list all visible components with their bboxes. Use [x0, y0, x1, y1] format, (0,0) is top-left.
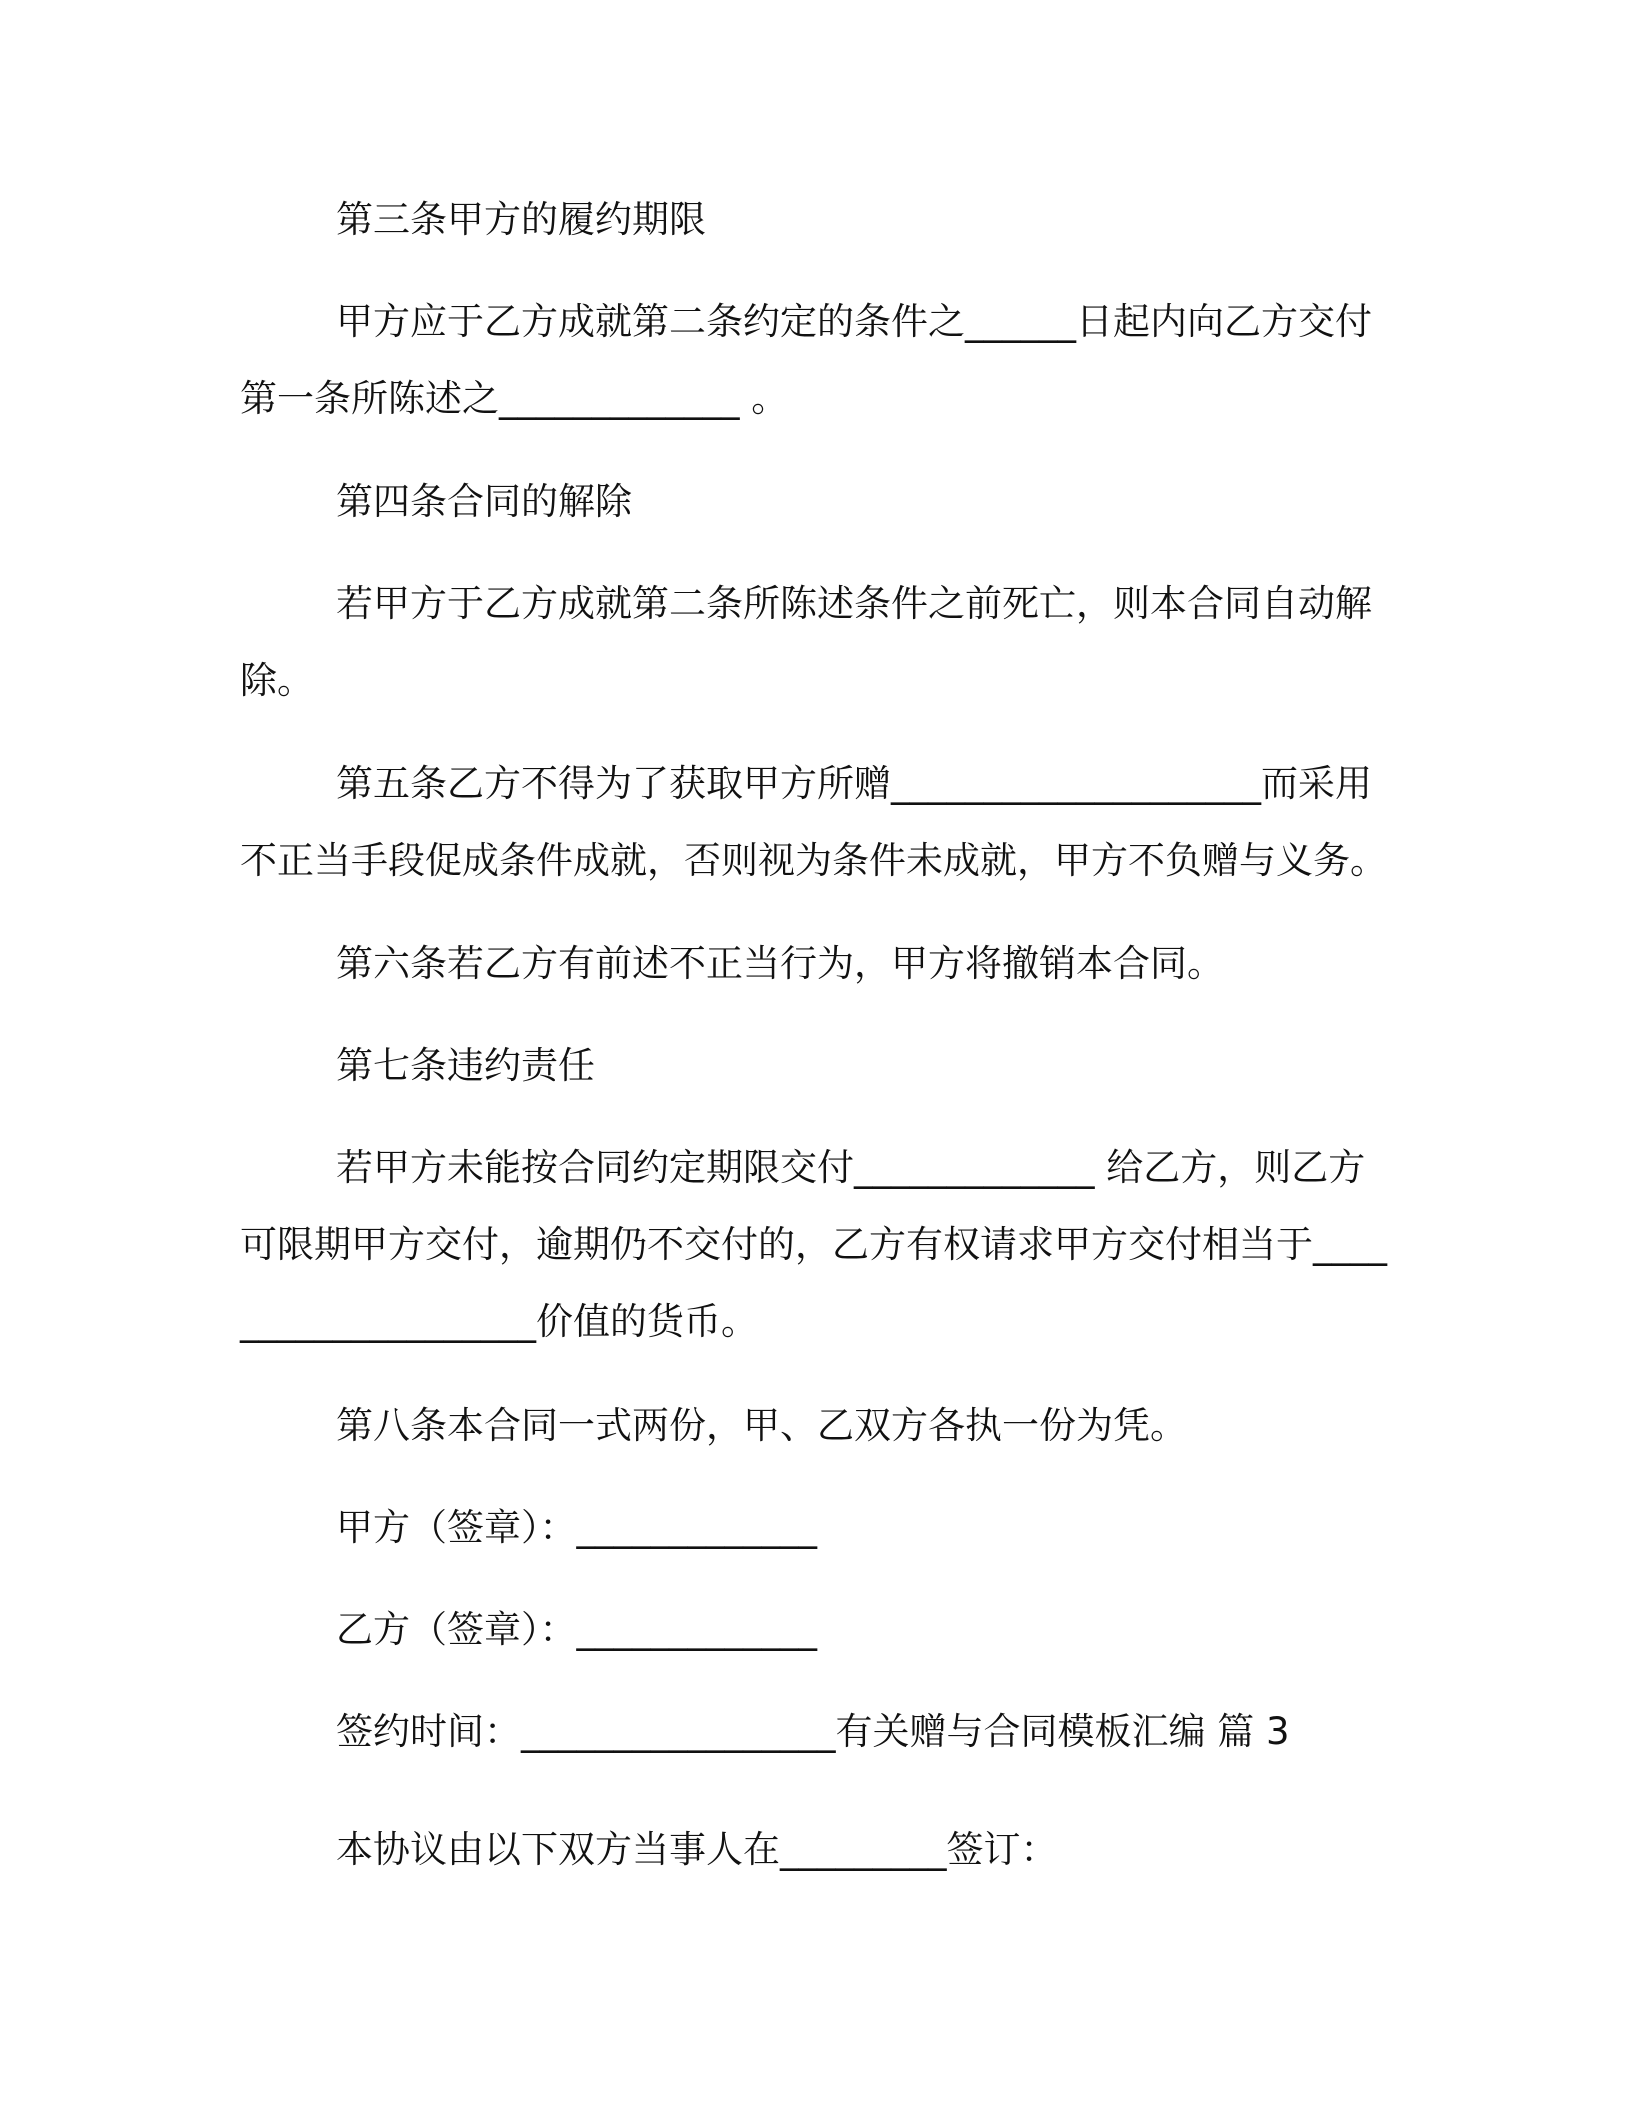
article-3-heading: 第三条甲方的履约期限: [336, 198, 706, 241]
agreement-intro: 本协议由以下双方当事人在_________签订：: [336, 1828, 1058, 1871]
article-6-body: 第六条若乙方有前述不正当行为，甲方将撤销本合同。: [336, 942, 1224, 985]
article-4-body: 若甲方于乙方成就第二条所陈述条件之前死亡，则本合同自动解除。: [240, 582, 1372, 702]
article-4-heading: 第四条合同的解除: [336, 480, 632, 523]
signing-date: 签约时间：_________________有关赠与合同模板汇编 篇 3: [336, 1710, 1290, 1753]
article-7-heading: 第七条违约责任: [336, 1044, 595, 1087]
article-5-body: 第五条乙方不得为了获取甲方所赠____________________而采用不正当手段促成条件成就，否则视为条件未成就，甲方不负赠与义务。: [240, 762, 1387, 882]
party-b-signature: 乙方（签章）：_____________: [336, 1608, 817, 1651]
party-a-signature: 甲方（签章）：_____________: [336, 1506, 817, 1549]
article-3-body: 甲方应于乙方成就第二条约定的条件之______日起内向乙方交付第一条所陈述之_____________ 。: [240, 300, 1372, 420]
article-8-body: 第八条本合同一式两份，甲、乙双方各执一份为凭。: [336, 1404, 1187, 1447]
article-7-body: 若甲方未能按合同约定期限交付_____________ 给乙方，则乙方可限期甲方交付，逾期仍不交付的，乙方有权请求甲方交付相当于____________________价值的货币。: [240, 1146, 1387, 1343]
